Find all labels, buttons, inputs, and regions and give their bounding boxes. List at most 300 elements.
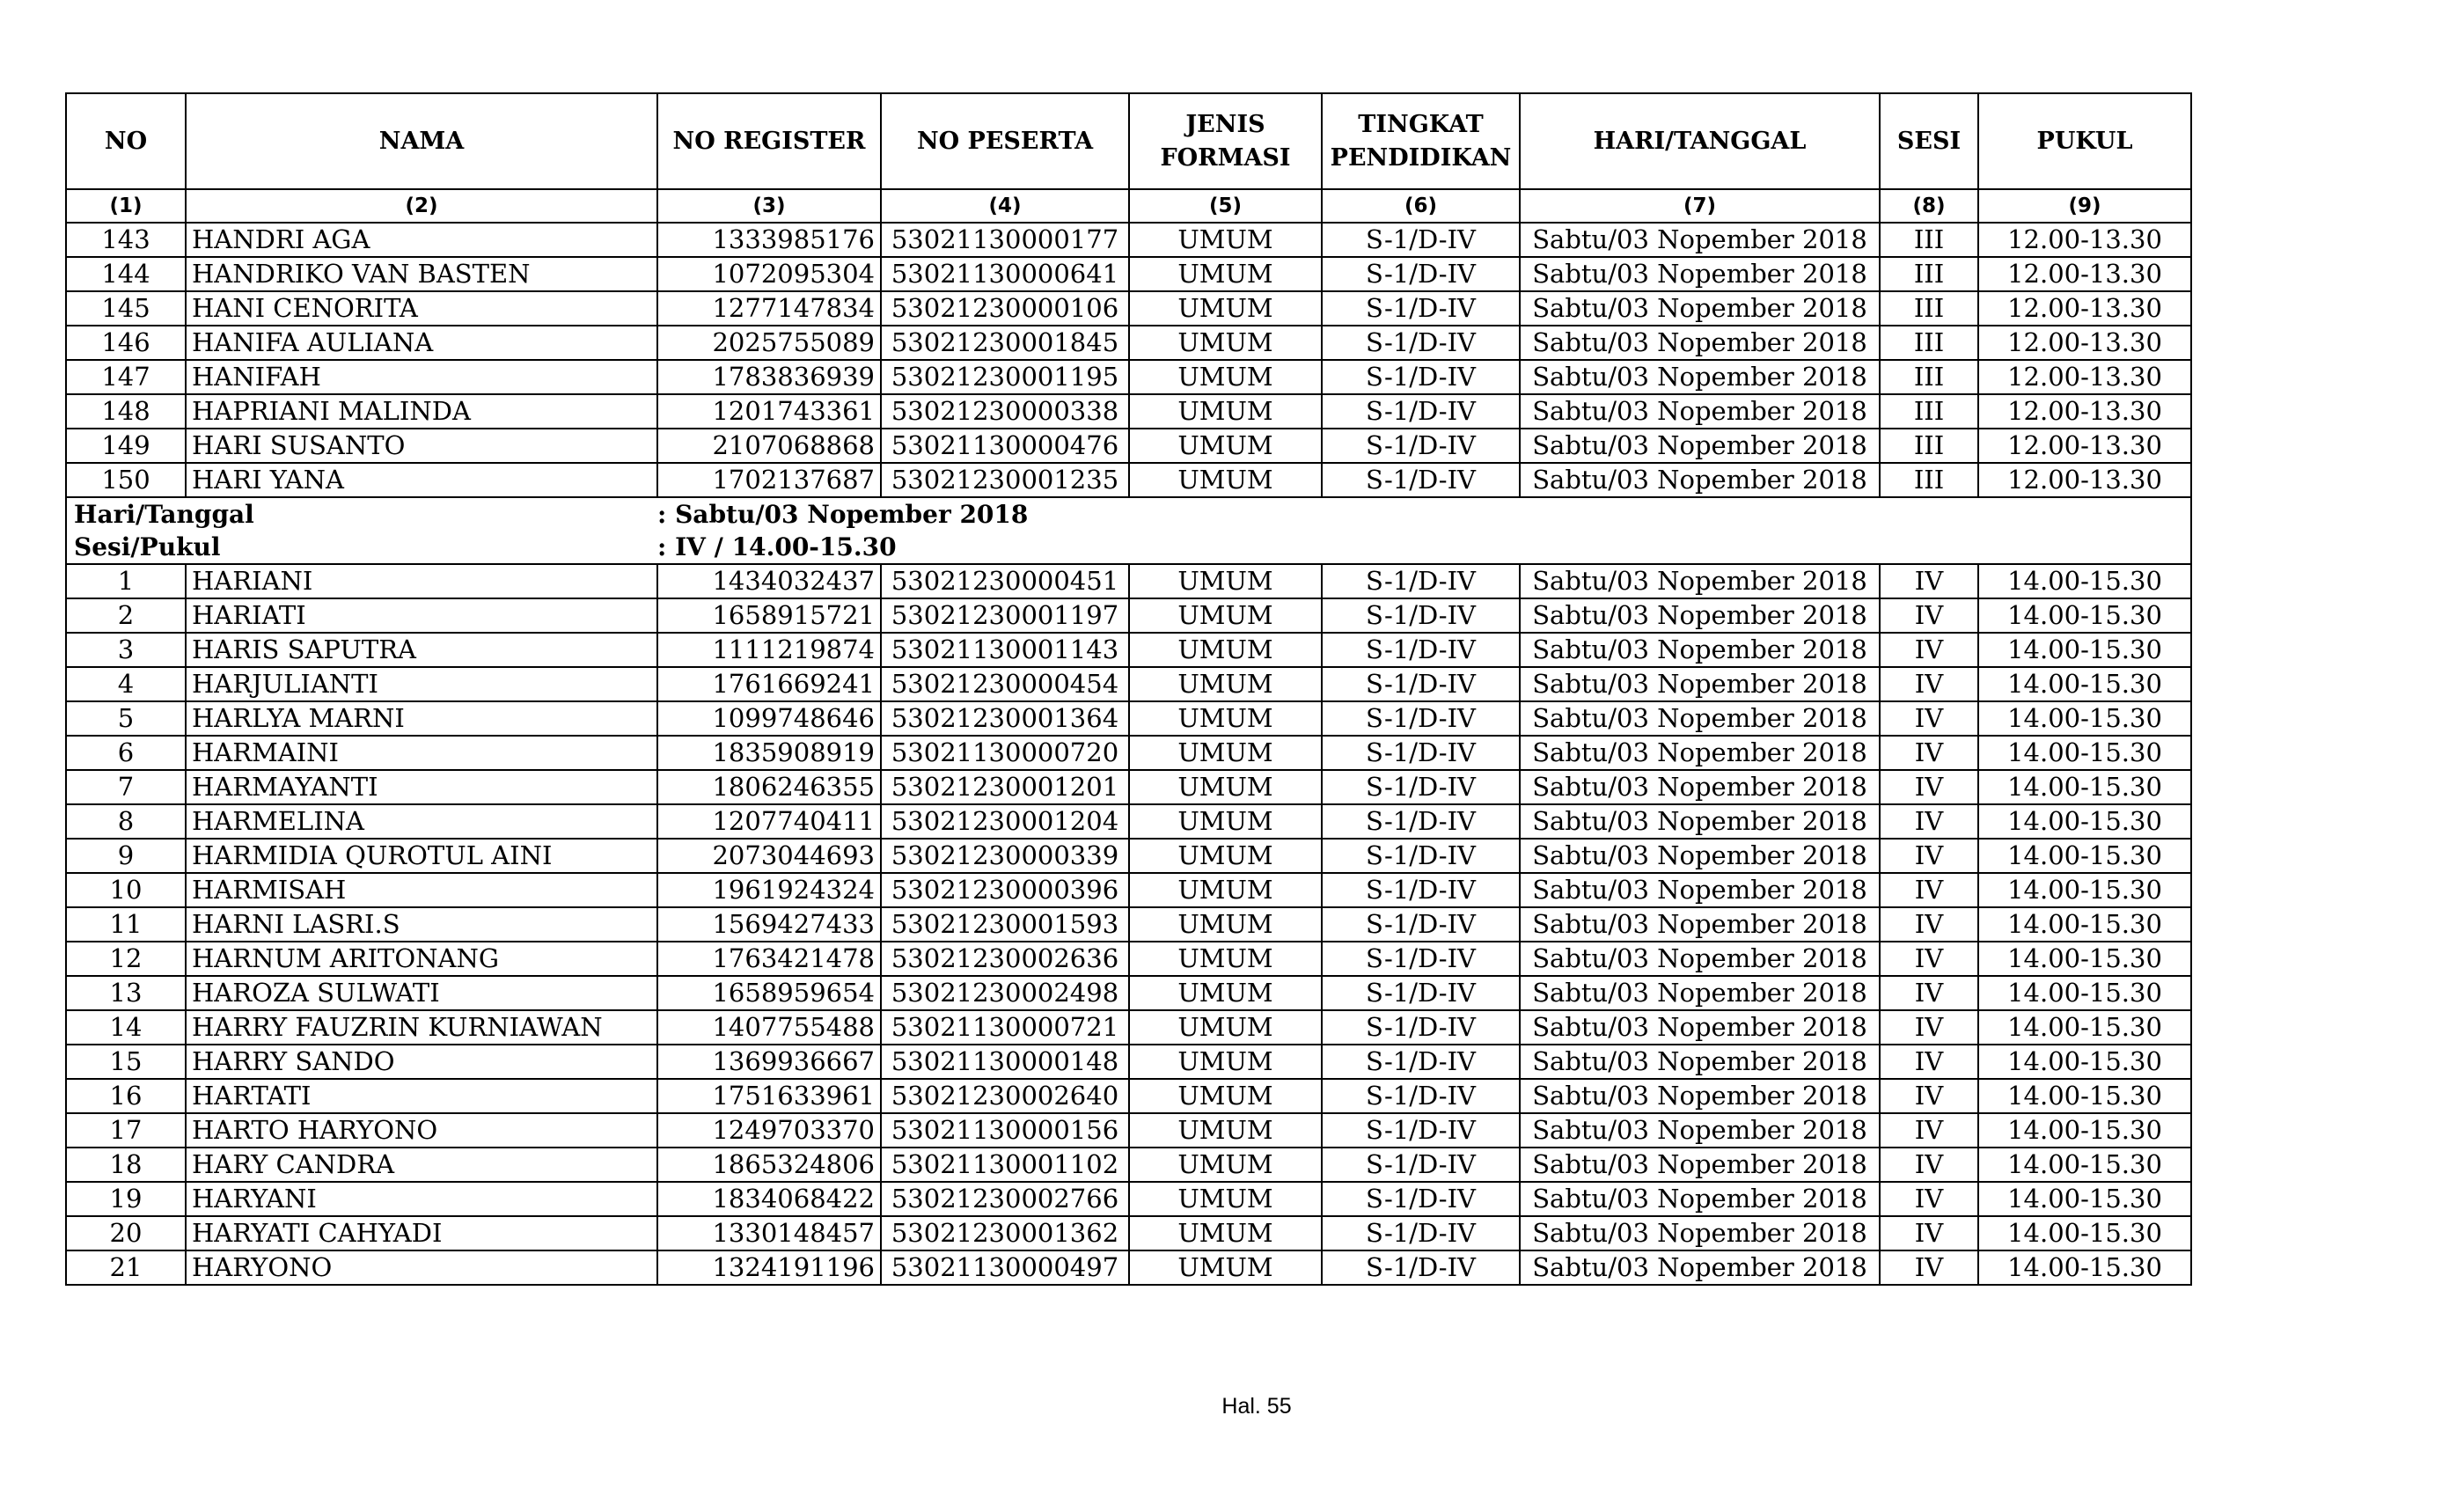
table-row [66, 701, 2191, 736]
register-number-cell: 1658959654 [657, 976, 881, 1010]
exam-time-cell: 12.00-13.30 [1978, 291, 2191, 326]
session-cell: IV [1880, 701, 1978, 736]
exam-date-cell: Sabtu/03 Nopember 2018 [1520, 770, 1880, 804]
participant-name-cell: HARYATI CAHYADI [186, 1216, 657, 1250]
table-row [66, 736, 2191, 770]
exam-time-cell: 14.00-15.30 [1978, 1148, 2191, 1182]
table-row [66, 598, 2191, 633]
register-number-cell: 2025755089 [657, 326, 881, 360]
row-number-cell: 10 [66, 873, 186, 907]
education-level-cell: S-1/D-IV [1322, 598, 1520, 633]
participant-number-cell: 53021230002498 [881, 976, 1129, 1010]
participant-number-cell: 53021230000451 [881, 564, 1129, 598]
session-cell: IV [1880, 942, 1978, 976]
participant-number-cell: 53021130000148 [881, 1045, 1129, 1079]
header-number-row [66, 189, 2191, 223]
session-cell: IV [1880, 976, 1978, 1010]
formation-type-cell: UMUM [1129, 564, 1322, 598]
formation-type-cell: UMUM [1129, 1113, 1322, 1148]
session-cell: IV [1880, 1250, 1978, 1285]
exam-time-cell: 14.00-15.30 [1978, 770, 2191, 804]
education-level-cell: S-1/D-IV [1322, 1216, 1520, 1250]
education-level-cell: S-1/D-IV [1322, 463, 1520, 497]
exam-time-cell: 14.00-15.30 [1978, 1079, 2191, 1113]
participant-name-cell: HARMAINI [186, 736, 657, 770]
header-number: (7) [1520, 189, 1880, 223]
table-row [66, 1079, 2191, 1113]
session-cell: III [1880, 223, 1978, 257]
education-level-cell: S-1/D-IV [1322, 942, 1520, 976]
exam-date-cell: Sabtu/03 Nopember 2018 [1520, 326, 1880, 360]
table-row [66, 1250, 2191, 1285]
exam-time-cell: 12.00-13.30 [1978, 326, 2191, 360]
formation-type-cell: UMUM [1129, 942, 1322, 976]
participant-name-cell: HANIFA AULIANA [186, 326, 657, 360]
exam-time-cell: 14.00-15.30 [1978, 1182, 2191, 1216]
participant-name-cell: HARNI LASRI.S [186, 907, 657, 942]
education-level-cell: S-1/D-IV [1322, 394, 1520, 429]
session-cell: IV [1880, 1079, 1978, 1113]
formation-type-cell: UMUM [1129, 839, 1322, 873]
participant-name-cell: HAPRIANI MALINDA [186, 394, 657, 429]
exam-date-cell: Sabtu/03 Nopember 2018 [1520, 463, 1880, 497]
register-number-cell: 1333985176 [657, 223, 881, 257]
participant-name-cell: HARI SUSANTO [186, 429, 657, 463]
participant-name-cell: HARMIDIA QUROTUL AINI [186, 839, 657, 873]
formation-type-cell: UMUM [1129, 1182, 1322, 1216]
participant-name-cell: HARLYA MARNI [186, 701, 657, 736]
session-cell: IV [1880, 1113, 1978, 1148]
table-header [66, 93, 2191, 223]
table-row [66, 463, 2191, 497]
exam-time-cell: 14.00-15.30 [1978, 667, 2191, 701]
participant-number-cell: 53021230000454 [881, 667, 1129, 701]
exam-date-cell: Sabtu/03 Nopember 2018 [1520, 736, 1880, 770]
participant-number-cell: 53021230001362 [881, 1216, 1129, 1250]
participant-number-cell: 53021230000106 [881, 291, 1129, 326]
formation-type-cell: UMUM [1129, 701, 1322, 736]
exam-time-cell: 14.00-15.30 [1978, 907, 2191, 942]
register-number-cell: 1207740411 [657, 804, 881, 839]
register-number-cell: 1369936667 [657, 1045, 881, 1079]
exam-time-cell: 12.00-13.30 [1978, 394, 2191, 429]
header-no: NO [66, 93, 186, 189]
participant-number-cell: 53021130000720 [881, 736, 1129, 770]
session-cell: IV [1880, 1148, 1978, 1182]
formation-type-cell: UMUM [1129, 633, 1322, 667]
participant-name-cell: HANDRIKO VAN BASTEN [186, 257, 657, 291]
row-number-cell: 16 [66, 1079, 186, 1113]
participant-number-cell: 53021230000396 [881, 873, 1129, 907]
formation-type-cell: UMUM [1129, 429, 1322, 463]
participant-number-cell: 53021130000641 [881, 257, 1129, 291]
participant-number-cell: 53021230000339 [881, 839, 1129, 873]
session-time-row [66, 531, 2191, 564]
exam-date-cell: Sabtu/03 Nopember 2018 [1520, 804, 1880, 839]
row-number-cell: 2 [66, 598, 186, 633]
register-number-cell: 1434032437 [657, 564, 881, 598]
education-level-cell: S-1/D-IV [1322, 633, 1520, 667]
table-row [66, 291, 2191, 326]
table-row [66, 223, 2191, 257]
session-time-label: Sesi/Pukul [66, 531, 657, 564]
formation-type-cell: UMUM [1129, 1250, 1322, 1285]
education-level-cell: S-1/D-IV [1322, 770, 1520, 804]
exam-time-cell: 14.00-15.30 [1978, 1045, 2191, 1079]
table-row [66, 667, 2191, 701]
participant-name-cell: HARI YANA [186, 463, 657, 497]
register-number-cell: 1569427433 [657, 907, 881, 942]
row-number-cell: 8 [66, 804, 186, 839]
participant-number-cell: 53021230002766 [881, 1182, 1129, 1216]
header-no-peserta: NO PESERTA [881, 93, 1129, 189]
row-number-cell: 144 [66, 257, 186, 291]
formation-type-cell: UMUM [1129, 873, 1322, 907]
header-row [66, 93, 2191, 189]
education-level-cell: S-1/D-IV [1322, 907, 1520, 942]
education-level-cell: S-1/D-IV [1322, 667, 1520, 701]
exam-time-cell: 14.00-15.30 [1978, 564, 2191, 598]
table-row [66, 1113, 2191, 1148]
session-cell: IV [1880, 1010, 1978, 1045]
formation-type-cell: UMUM [1129, 1010, 1322, 1045]
participant-name-cell: HARMELINA [186, 804, 657, 839]
session-cell: III [1880, 463, 1978, 497]
header-number: (8) [1880, 189, 1978, 223]
participant-name-cell: HARMAYANTI [186, 770, 657, 804]
register-number-cell: 1277147834 [657, 291, 881, 326]
register-number-cell: 1702137687 [657, 463, 881, 497]
register-number-cell: 2073044693 [657, 839, 881, 873]
header-number: (9) [1978, 189, 2191, 223]
exam-date-cell: Sabtu/03 Nopember 2018 [1520, 360, 1880, 394]
exam-date-cell: Sabtu/03 Nopember 2018 [1520, 907, 1880, 942]
participant-number-cell: 53021230001364 [881, 701, 1129, 736]
table-row [66, 360, 2191, 394]
session-cell: III [1880, 394, 1978, 429]
participant-name-cell: HARRY SANDO [186, 1045, 657, 1079]
row-number-cell: 20 [66, 1216, 186, 1250]
row-number-cell: 148 [66, 394, 186, 429]
formation-type-cell: UMUM [1129, 326, 1322, 360]
exam-time-cell: 12.00-13.30 [1978, 257, 2191, 291]
register-number-cell: 1761669241 [657, 667, 881, 701]
header-nama: NAMA [186, 93, 657, 189]
education-level-cell: S-1/D-IV [1322, 223, 1520, 257]
participant-number-cell: 53021130000156 [881, 1113, 1129, 1148]
exam-time-cell: 14.00-15.30 [1978, 1250, 2191, 1285]
session-cell: III [1880, 257, 1978, 291]
exam-time-cell: 14.00-15.30 [1978, 1216, 2191, 1250]
exam-time-cell: 14.00-15.30 [1978, 873, 2191, 907]
header-pukul: PUKUL [1978, 93, 2191, 189]
formation-type-cell: UMUM [1129, 463, 1322, 497]
exam-date-cell: Sabtu/03 Nopember 2018 [1520, 1079, 1880, 1113]
table-row [66, 564, 2191, 598]
participant-name-cell: HAROZA SULWATI [186, 976, 657, 1010]
exam-time-cell: 14.00-15.30 [1978, 976, 2191, 1010]
formation-type-cell: UMUM [1129, 257, 1322, 291]
education-level-cell: S-1/D-IV [1322, 1045, 1520, 1079]
exam-date-cell: Sabtu/03 Nopember 2018 [1520, 394, 1880, 429]
row-number-cell: 146 [66, 326, 186, 360]
participant-number-cell: 53021230001593 [881, 907, 1129, 942]
exam-date-cell: Sabtu/03 Nopember 2018 [1520, 1182, 1880, 1216]
exam-time-cell: 12.00-13.30 [1978, 223, 2191, 257]
participant-name-cell: HARIS SAPUTRA [186, 633, 657, 667]
formation-type-cell: UMUM [1129, 1148, 1322, 1182]
exam-time-cell: 14.00-15.30 [1978, 942, 2191, 976]
formation-type-cell: UMUM [1129, 907, 1322, 942]
education-level-cell: S-1/D-IV [1322, 291, 1520, 326]
header-jenis-formasi: JENIS FORMASI [1129, 93, 1322, 189]
row-number-cell: 13 [66, 976, 186, 1010]
session-cell: IV [1880, 667, 1978, 701]
table-row [66, 976, 2191, 1010]
session-cell: III [1880, 360, 1978, 394]
table-row [66, 394, 2191, 429]
education-level-cell: S-1/D-IV [1322, 1182, 1520, 1216]
exam-date-cell: Sabtu/03 Nopember 2018 [1520, 564, 1880, 598]
exam-date-cell: Sabtu/03 Nopember 2018 [1520, 873, 1880, 907]
education-level-cell: S-1/D-IV [1322, 564, 1520, 598]
session-cell: IV [1880, 598, 1978, 633]
page-number: Hal. 55 [1221, 1394, 1292, 1419]
education-level-cell: S-1/D-IV [1322, 701, 1520, 736]
participant-name-cell: HARTO HARYONO [186, 1113, 657, 1148]
formation-type-cell: UMUM [1129, 360, 1322, 394]
participant-name-cell: HARMISAH [186, 873, 657, 907]
formation-type-cell: UMUM [1129, 1079, 1322, 1113]
table-row [66, 839, 2191, 873]
participant-number-cell: 53021230001235 [881, 463, 1129, 497]
exam-date-cell: Sabtu/03 Nopember 2018 [1520, 701, 1880, 736]
table-row [66, 1216, 2191, 1250]
participant-number-cell: 53021230002636 [881, 942, 1129, 976]
exam-date-cell: Sabtu/03 Nopember 2018 [1520, 598, 1880, 633]
exam-date-cell: Sabtu/03 Nopember 2018 [1520, 429, 1880, 463]
register-number-cell: 1834068422 [657, 1182, 881, 1216]
participant-number-cell: 53021230001195 [881, 360, 1129, 394]
register-number-cell: 1201743361 [657, 394, 881, 429]
row-number-cell: 9 [66, 839, 186, 873]
education-level-cell: S-1/D-IV [1322, 326, 1520, 360]
participant-number-cell: 53021230001197 [881, 598, 1129, 633]
header-number: (4) [881, 189, 1129, 223]
header-tingkat-pendidikan: TINGKAT PENDIDIKAN [1322, 93, 1520, 189]
education-level-cell: S-1/D-IV [1322, 1113, 1520, 1148]
participant-name-cell: HARRY FAUZRIN KURNIAWAN [186, 1010, 657, 1045]
row-number-cell: 4 [66, 667, 186, 701]
participant-name-cell: HARNUM ARITONANG [186, 942, 657, 976]
participant-number-cell: 53021130000177 [881, 223, 1129, 257]
table-row [66, 326, 2191, 360]
register-number-cell: 1407755488 [657, 1010, 881, 1045]
session-cell: IV [1880, 1216, 1978, 1250]
exam-time-cell: 12.00-13.30 [1978, 463, 2191, 497]
exam-date-cell: Sabtu/03 Nopember 2018 [1520, 1148, 1880, 1182]
register-number-cell: 1330148457 [657, 1216, 881, 1250]
participant-name-cell: HARYONO [186, 1250, 657, 1285]
register-number-cell: 1806246355 [657, 770, 881, 804]
table-row [66, 942, 2191, 976]
exam-time-cell: 14.00-15.30 [1978, 701, 2191, 736]
exam-date-cell: Sabtu/03 Nopember 2018 [1520, 633, 1880, 667]
register-number-cell: 1783836939 [657, 360, 881, 394]
participant-name-cell: HARIANI [186, 564, 657, 598]
exam-date-cell: Sabtu/03 Nopember 2018 [1520, 257, 1880, 291]
participant-name-cell: HARIATI [186, 598, 657, 633]
session-cell: IV [1880, 907, 1978, 942]
row-number-cell: 149 [66, 429, 186, 463]
header-number: (1) [66, 189, 186, 223]
table-row [66, 1148, 2191, 1182]
exam-time-cell: 14.00-15.30 [1978, 633, 2191, 667]
participant-number-cell: 53021130000721 [881, 1010, 1129, 1045]
header-number: (3) [657, 189, 881, 223]
table-row [66, 429, 2191, 463]
register-number-cell: 1072095304 [657, 257, 881, 291]
participant-number-cell: 53021130000476 [881, 429, 1129, 463]
formation-type-cell: UMUM [1129, 1045, 1322, 1079]
session-cell: IV [1880, 839, 1978, 873]
exam-date-cell: Sabtu/03 Nopember 2018 [1520, 976, 1880, 1010]
schedule-table [65, 92, 2192, 1286]
row-number-cell: 14 [66, 1010, 186, 1045]
participant-number-cell: 53021230001201 [881, 770, 1129, 804]
participant-number-cell: 53021230001845 [881, 326, 1129, 360]
session-day-label: Hari/Tanggal [66, 497, 657, 531]
session-cell: IV [1880, 736, 1978, 770]
education-level-cell: S-1/D-IV [1322, 976, 1520, 1010]
session-cell: IV [1880, 1182, 1978, 1216]
row-number-cell: 1 [66, 564, 186, 598]
row-number-cell: 7 [66, 770, 186, 804]
table-row [66, 1045, 2191, 1079]
table-row [66, 873, 2191, 907]
participant-number-cell: 53021130001102 [881, 1148, 1129, 1182]
header-number: (5) [1129, 189, 1322, 223]
header-no-register: NO REGISTER [657, 93, 881, 189]
exam-time-cell: 14.00-15.30 [1978, 736, 2191, 770]
participant-number-cell: 53021230000338 [881, 394, 1129, 429]
session-cell: IV [1880, 564, 1978, 598]
row-number-cell: 150 [66, 463, 186, 497]
participant-name-cell: HARYANI [186, 1182, 657, 1216]
exam-date-cell: Sabtu/03 Nopember 2018 [1520, 839, 1880, 873]
participant-name-cell: HARJULIANTI [186, 667, 657, 701]
session-cell: IV [1880, 873, 1978, 907]
session-info [66, 497, 2191, 564]
exam-date-cell: Sabtu/03 Nopember 2018 [1520, 223, 1880, 257]
session-cell: III [1880, 429, 1978, 463]
table-row [66, 907, 2191, 942]
exam-time-cell: 12.00-13.30 [1978, 429, 2191, 463]
education-level-cell: S-1/D-IV [1322, 873, 1520, 907]
row-number-cell: 18 [66, 1148, 186, 1182]
education-level-cell: S-1/D-IV [1322, 429, 1520, 463]
exam-time-cell: 14.00-15.30 [1978, 598, 2191, 633]
row-number-cell: 11 [66, 907, 186, 942]
table-row [66, 804, 2191, 839]
formation-type-cell: UMUM [1129, 223, 1322, 257]
session-cell: IV [1880, 1045, 1978, 1079]
table-row [66, 257, 2191, 291]
register-number-cell: 1324191196 [657, 1250, 881, 1285]
register-number-cell: 1111219874 [657, 633, 881, 667]
exam-date-cell: Sabtu/03 Nopember 2018 [1520, 1216, 1880, 1250]
exam-date-cell: Sabtu/03 Nopember 2018 [1520, 942, 1880, 976]
education-level-cell: S-1/D-IV [1322, 1250, 1520, 1285]
header-number: (6) [1322, 189, 1520, 223]
session-time-value: : IV / 14.00-15.30 [657, 531, 2191, 564]
participant-name-cell: HARY CANDRA [186, 1148, 657, 1182]
header-sesi: SESI [1880, 93, 1978, 189]
session-day-row [66, 497, 2191, 531]
row-number-cell: 3 [66, 633, 186, 667]
participant-number-cell: 53021130000497 [881, 1250, 1129, 1285]
register-number-cell: 1658915721 [657, 598, 881, 633]
formation-type-cell: UMUM [1129, 598, 1322, 633]
session-cell: IV [1880, 804, 1978, 839]
formation-type-cell: UMUM [1129, 667, 1322, 701]
participant-name-cell: HANIFAH [186, 360, 657, 394]
formation-type-cell: UMUM [1129, 736, 1322, 770]
row-number-cell: 15 [66, 1045, 186, 1079]
register-number-cell: 1751633961 [657, 1079, 881, 1113]
row-number-cell: 17 [66, 1113, 186, 1148]
table-row [66, 770, 2191, 804]
header-hari-tanggal: HARI/TANGGAL [1520, 93, 1880, 189]
education-level-cell: S-1/D-IV [1322, 1010, 1520, 1045]
education-level-cell: S-1/D-IV [1322, 736, 1520, 770]
session-three-rows [66, 223, 2191, 497]
exam-time-cell: 14.00-15.30 [1978, 1010, 2191, 1045]
register-number-cell: 1835908919 [657, 736, 881, 770]
exam-date-cell: Sabtu/03 Nopember 2018 [1520, 667, 1880, 701]
table-row [66, 1182, 2191, 1216]
education-level-cell: S-1/D-IV [1322, 804, 1520, 839]
exam-date-cell: Sabtu/03 Nopember 2018 [1520, 1250, 1880, 1285]
row-number-cell: 19 [66, 1182, 186, 1216]
education-level-cell: S-1/D-IV [1322, 1148, 1520, 1182]
exam-time-cell: 14.00-15.30 [1978, 1113, 2191, 1148]
exam-time-cell: 12.00-13.30 [1978, 360, 2191, 394]
row-number-cell: 147 [66, 360, 186, 394]
education-level-cell: S-1/D-IV [1322, 360, 1520, 394]
education-level-cell: S-1/D-IV [1322, 839, 1520, 873]
participant-name-cell: HANDRI AGA [186, 223, 657, 257]
formation-type-cell: UMUM [1129, 291, 1322, 326]
formation-type-cell: UMUM [1129, 804, 1322, 839]
participant-number-cell: 53021230001204 [881, 804, 1129, 839]
participant-number-cell: 53021230002640 [881, 1079, 1129, 1113]
exam-time-cell: 14.00-15.30 [1978, 839, 2191, 873]
register-number-cell: 1961924324 [657, 873, 881, 907]
session-day-value: : Sabtu/03 Nopember 2018 [657, 497, 2191, 531]
register-number-cell: 1763421478 [657, 942, 881, 976]
session-four-rows [66, 564, 2191, 1285]
education-level-cell: S-1/D-IV [1322, 257, 1520, 291]
register-number-cell: 1099748646 [657, 701, 881, 736]
header-number: (2) [186, 189, 657, 223]
register-number-cell: 1865324806 [657, 1148, 881, 1182]
row-number-cell: 21 [66, 1250, 186, 1285]
exam-date-cell: Sabtu/03 Nopember 2018 [1520, 291, 1880, 326]
participant-number-cell: 53021130001143 [881, 633, 1129, 667]
formation-type-cell: UMUM [1129, 1216, 1322, 1250]
row-number-cell: 143 [66, 223, 186, 257]
